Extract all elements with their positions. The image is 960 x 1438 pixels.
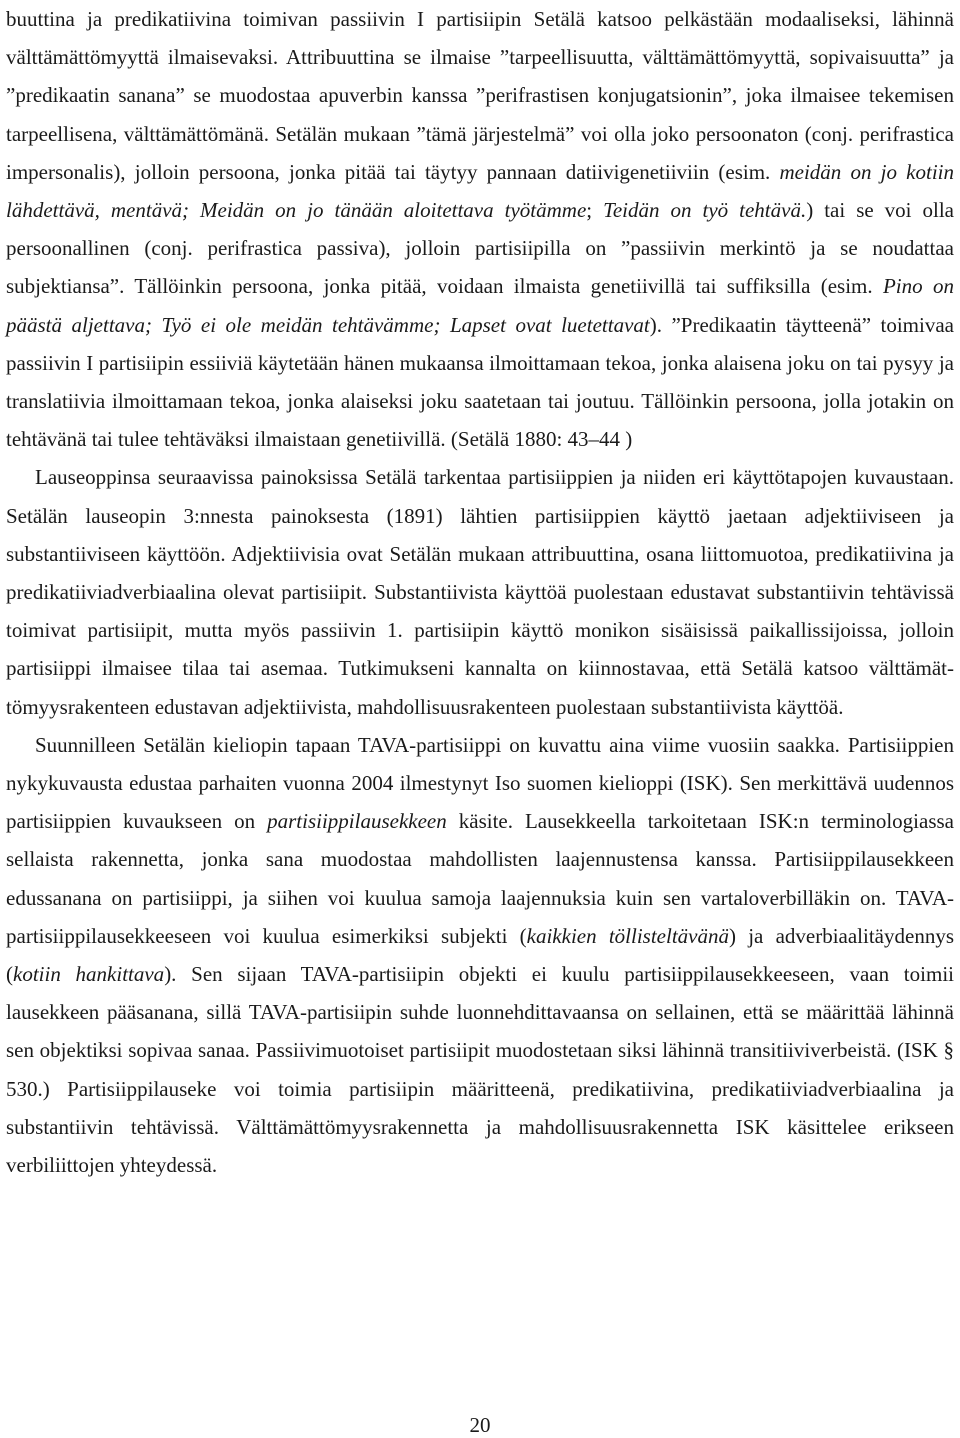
body-text <box>6 0 954 1184</box>
paragraph-text-run: käsite. Lausekkeella tarkoitetaan ISK:n terminologiassa sellaista rakennetta, jonka sana muodostaa mahdollisten laajennustensa kanssa. Partisiippilausekkeen edussanana on partisiippi, ja siihen voi kuulua samoja laajennuksia kuin sen vartaloverbilläkin on. TAVA-partisiippilausekkeeseen voi kuulua esimerkiksi subjekti ( <box>6 809 954 948</box>
paragraph-suunnilleen <box>6 726 954 1184</box>
paragraph-text-run: buuttina ja predikatiivina toimivan passiivin I partisiipin Setälä katsoo pelkästään modaaliseksi, lähinnä välttämättömyyttä ilmaisevaksi. Attribuuttina se ilmaise ”tarpeellisuutta, välttämättömyyttä, sopivaisuutta” ja ”predikaatin sanana” se muodostaa apuverbin kanssa ”perifrastisen konjugatsionin”, joka ilmaisee tekemisen tarpeellisena, välttämättömänä. Setälän mukaan ”tämä järjestelmä” voi olla joko persoonaton (conj. perifrastica impersonalis), jolloin persoona, jonka pitää tai täytyy pannaan datiivigenetiiviin (esim. <box>6 7 954 184</box>
paragraph-text-run: ) ja adverbiaalitäydennys ( <box>6 923 954 987</box>
italic-example-text: Pino on päästä aljettava; Työ ei ole meidän tehtävämme; Lapset ovat luetettavat <box>6 274 954 337</box>
italic-example-text: Teidän on työ tehtävä. <box>603 198 807 223</box>
paragraph-text-run: Suunnilleen Setälän kieliopin tapaan TAVA-partisiippi on kuvattu aina viime vuosiin saakka. Partisiippien nykykuvausta edustaa parhaiten vuonna 2004 ilmestynyt Iso suomen kielioppi (ISK). Sen merkittävä uudennos partisiippien kuvaukseen on <box>6 732 954 834</box>
paragraph-lauseoppinsa <box>6 458 954 725</box>
paragraph-text-run: ). Sen sijaan TAVA-partisiipin objekti ei kuulu partisiippilausekkeeseen, vaan toimii lausekkeen pääsanana, sillä TAVA-partisiipin suhde luonnehdittavaansa on sellainen, että se määrittää lähinnä sen objektiksi sopivaa sanaa. Passiivimuotoiset partisiipit muodostetaan siksi lähinnä transitiiviverbeistä. (ISK § 530.) Partisiippilauseke voi toimia partisiipin määritteenä, predikatiivina, predikatiiviadverbiaalina ja substantiivin tehtävissä. Välttämättömyysrakennetta ja mahdollisuusrakennetta ISK käsittelee erikseen verbiliittojen yhteydessä. <box>6 962 954 1178</box>
paragraph-text-run: ; <box>586 198 604 223</box>
italic-example-text: kotiin hankittava <box>13 962 165 987</box>
document-page <box>6 0 954 1184</box>
italic-example-text: partisiippilausekkeen <box>267 809 447 834</box>
page-number: 20 <box>469 1413 491 1437</box>
italic-example-text: meidän on jo kotiin lähdettävä, mentävä; Meidän on jo tänään aloitettava työtämme <box>6 159 954 223</box>
paragraph-text-run: ) tai se voi olla persoonallinen (conj. perifrastica passiva), jolloin partisiipilla on ”passiivin merkintö ja se noudattaa subjektiansa”. Tällöinkin persoona, jonka pitää, voidaan ilmaista genetiivillä tai suffiksilla (esim. <box>6 198 954 299</box>
paragraph-continuation <box>6 0 954 458</box>
paragraph-text-run: Lauseoppinsa seuraavissa painoksissa Setälä tarkentaa partisiippien ja niiden eri käyttötapojen kuvaustaan. Setälän lauseopin 3:nnesta painoksesta (1891) lähtien partisiippien käyttö jaetaan adjektiiviseen ja substantiiviseen käyttöön. Adjektiivisia ovat Setälän mukaan attribuuttina, osana liittomuotoa, predikatiivina ja predikatiiviadverbiaalina olevat partisiipit. Substantiivista käyttöä puolestaan edustavat substantiivin tehtävissä toimivat partisiipit, mutta myös passiivin 1. partisiipin käyttö monikon sisäisissä paikallissijoissa, jolloin partisiippi ilmaisee tilaa tai asemaa. Tutkimukseni kannalta on kiinnostavaa, että Setälä katsoo välttämättömyysrakenteen edustavan adjektiivista, mahdollisuusrakenteen puolestaan substantiivista käyttöä. <box>6 465 954 719</box>
italic-example-text: kaikkien töllisteltävänä <box>526 923 729 948</box>
paragraph-text-run: ). ”Predikaatin täytteenä” toimivaa passiivin I partisiipin essiiviä käytetään hänen mukaansa ilmoittamaan tekoa, jonka alaisena joku on tai pysyy ja translatiivia ilmoittamaan tekoa, jonka alaiseksi joku saatetaan tai joutuu. Tällöinkin persoona, jolla jotakin on tehtävänä tai tulee tehtäväksi ilmaistaan genetiivillä. (Setälä 1880: 43–44 ) <box>6 312 954 452</box>
